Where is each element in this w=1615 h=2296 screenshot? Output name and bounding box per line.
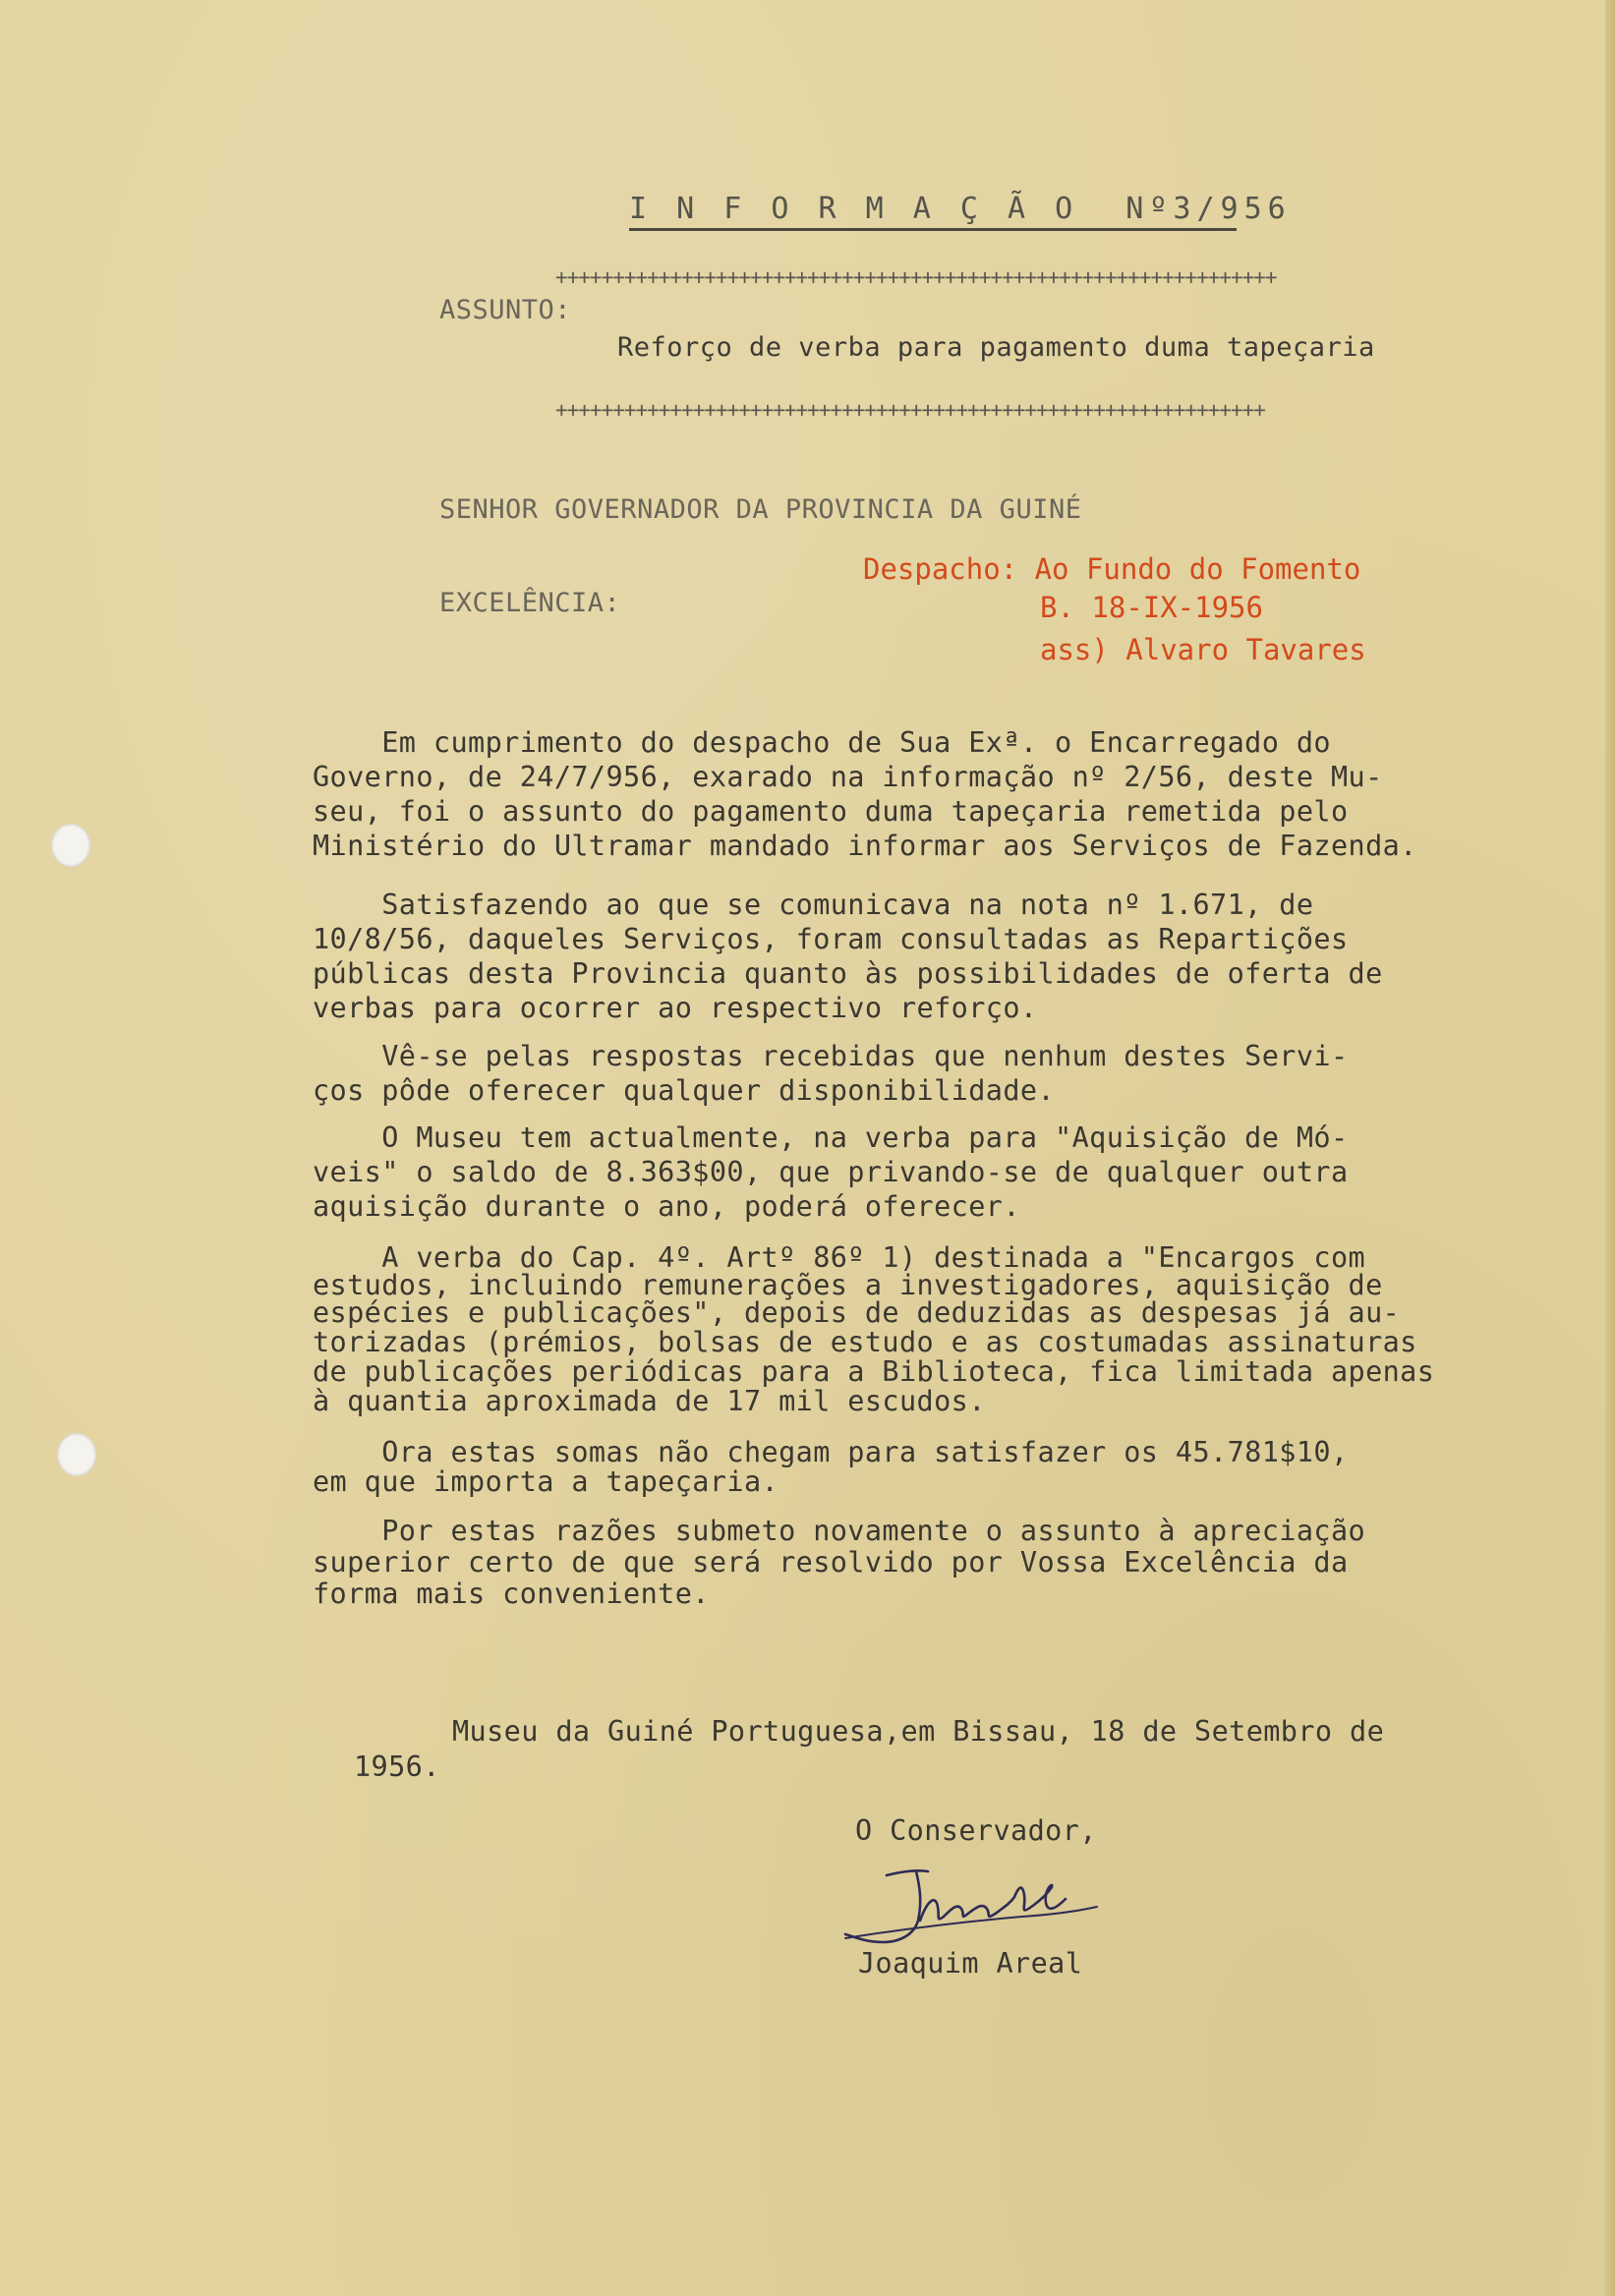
paragraph-5-line-5: de publicações periódicas para a Biblioteca, fica limitada apenas xyxy=(313,1355,1435,1388)
paragraph-2-line-1: Satisfazendo ao que se comunicava na nota nº 1.671, de xyxy=(313,889,1314,921)
despacho-line-2: B. 18-IX-1956 xyxy=(1040,591,1263,624)
title-underline xyxy=(629,228,1237,231)
paragraph-3-line-2: ços pôde oferecer qualquer disponibilidade. xyxy=(313,1074,1056,1107)
despacho-line-3: ass) Alvaro Tavares xyxy=(1040,633,1366,666)
paragraph-1-line-3: seu, foi o assunto do pagamento duma tapeçaria remetida pelo xyxy=(313,795,1349,828)
paragraph-6-line-1: Ora estas somas não chegam para satisfazer os 45.781$10, xyxy=(313,1436,1349,1468)
paragraph-5-line-4: torizadas (prémios, bolsas de estudo e as costumadas assinaturas xyxy=(313,1326,1417,1358)
paragraph-5-line-1: A verba do Cap. 4º. Artº 86º 1) destinada a "Encargos com xyxy=(313,1241,1366,1274)
salutation: EXCELÊNCIA: xyxy=(439,588,621,618)
paragraph-3-line-1: Vê-se pelas respostas recebidas que nenhum destes Servi- xyxy=(313,1040,1349,1072)
page-edge-shadow xyxy=(1605,0,1615,2296)
paragraph-1-line-4: Ministério do Ultramar mandado informar aos Serviços de Fazenda. xyxy=(313,830,1417,862)
paragraph-1-line-2: Governo, de 24/7/956, exarado na informação nº 2/56, deste Mu- xyxy=(313,761,1383,793)
signatory-name: Joaquim Areal xyxy=(858,1947,1083,1980)
place-date-line-1: Museu da Guiné Portuguesa,em Bissau, 18 de Setembro de xyxy=(452,1715,1385,1748)
separator-crosses-top: +++++++++++++++++++++++++++++++++++++++++++++++++++++++++++++++ xyxy=(555,265,1277,289)
paragraph-7-line-1: Por estas razões submeto novamente o assunto à apreciação xyxy=(313,1515,1366,1547)
paragraph-4-line-3: aquisição durante o ano, poderá oferecer. xyxy=(313,1190,1020,1223)
signatory-role: O Conservador, xyxy=(855,1814,1097,1847)
punch-hole-lower xyxy=(57,1433,96,1476)
paragraph-1-line-1: Em cumprimento do despacho de Sua Exª. o Encarregado do xyxy=(313,726,1331,759)
paragraph-2-line-2: 10/8/56, daqueles Serviços, foram consultadas as Repartições xyxy=(313,923,1349,955)
paragraph-7-line-3: forma mais conveniente. xyxy=(313,1578,710,1610)
paragraph-5-line-2: estudos, incluindo remunerações a investigadores, aquisição de xyxy=(313,1269,1383,1301)
paragraph-4-line-2: veis" o saldo de 8.363$00, que privando-se de qualquer outra xyxy=(313,1156,1349,1188)
paragraph-5-line-6: à quantia aproximada de 17 mil escudos. xyxy=(313,1385,986,1417)
place-date-line-2: 1956. xyxy=(354,1751,440,1783)
despacho-line-1: Despacho: Ao Fundo do Fomento xyxy=(863,552,1361,586)
paragraph-5-line-3: espécies e publicações", depois de deduzidas as despesas já au- xyxy=(313,1296,1401,1329)
paragraph-2-line-4: verbas para ocorrer ao respectivo reforço. xyxy=(313,992,1038,1024)
document-title: I N F O R M A Ç Ã O Nº3/956 xyxy=(629,192,1292,226)
punch-hole-upper xyxy=(51,824,90,867)
subject-text: Reforço de verba para pagamento duma tapeçaria xyxy=(617,332,1375,363)
paragraph-2-line-3: públicas desta Provincia quanto às possibilidades de oferta de xyxy=(313,957,1383,990)
paragraph-6-line-2: em que importa a tapeçaria. xyxy=(313,1465,779,1498)
subject-label: ASSUNTO: xyxy=(439,295,572,325)
addressee: SENHOR GOVERNADOR DA PROVINCIA DA GUINÉ xyxy=(439,494,1082,525)
paragraph-7-line-2: superior certo de que será resolvido por Vossa Excelência da xyxy=(313,1546,1349,1578)
paragraph-4-line-1: O Museu tem actualmente, na verba para "Aquisição de Mó- xyxy=(313,1121,1349,1154)
separator-crosses-bottom: ++++++++++++++++++++++++++++++++++++++++++++++++++++++++++++++ xyxy=(555,398,1265,422)
